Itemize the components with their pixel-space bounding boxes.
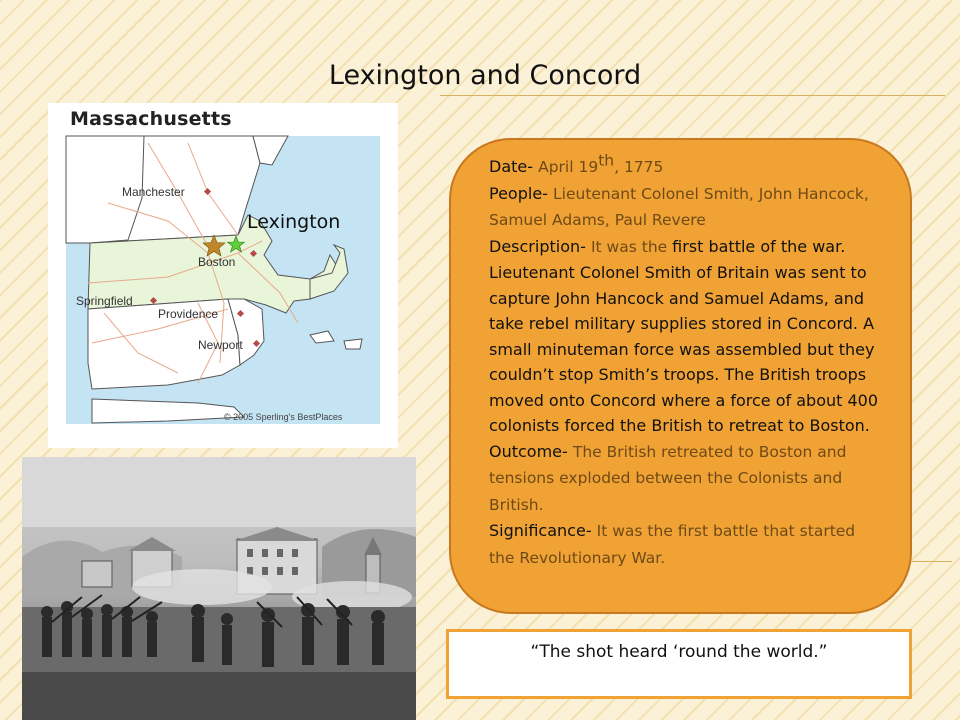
date-label: Date [489, 157, 528, 176]
date-day: April 19 [538, 158, 599, 176]
description-row [489, 234, 884, 439]
map-label-providence: Providence [158, 307, 219, 321]
title-underline [440, 95, 945, 96]
battle-painting [22, 457, 416, 720]
info-panel [449, 138, 912, 614]
date-year: , 1775 [614, 158, 664, 176]
map-label-newport: Newport [198, 338, 243, 352]
outcome-row [489, 439, 884, 519]
description-label: Description [489, 236, 581, 256]
map-title: Massachusetts [70, 108, 232, 130]
map-graphic [48, 103, 398, 448]
description-intro: It was the [590, 237, 673, 256]
significance-separator: - [585, 521, 597, 540]
map-label-springfield: Springfield [76, 294, 133, 308]
map-label-lexington: Lexington [247, 211, 341, 233]
significance-row [489, 518, 884, 571]
description-text: first battle of the war. Lieutenant Colonel Smith of Britain was sent to capture John Hancock and Samuel Adams, and take rebel military supplies stored in Concord. A small minuteman force was assembled but they couldn’t stop Smith’s troops. The British troops moved onto Concord where a force of about 400 colonists forced the British to retreat to Boston. [489, 236, 879, 435]
description-separator: - [580, 236, 591, 256]
battle-engraving [22, 457, 416, 720]
date-separator: - [527, 157, 539, 176]
quote-text: “The shot heard ‘round the world.” [530, 642, 828, 662]
significance-text: It was the first battle that started the Revolutionary War. [489, 522, 856, 567]
date-ordinal: th [598, 151, 615, 170]
people-separator: - [542, 183, 554, 203]
outcome-separator: - [562, 441, 573, 461]
nantucket [344, 339, 362, 349]
massachusetts-map [48, 103, 398, 448]
people-text: Lieutenant Colonel Smith, John Hancock, Samuel Adams, Paul Revere [489, 184, 869, 229]
map-label-manchester: Manchester [122, 185, 185, 199]
quote-box [446, 629, 912, 699]
map-copyright: © 2005 Sperling's BestPlaces [224, 412, 343, 422]
slide-title: Lexington and Concord [328, 60, 642, 91]
outcome-text: The British retreated to Boston and tensions exploded between the Colonists and British. [489, 442, 847, 514]
significance-label: Significance [489, 521, 586, 540]
outcome-label: Outcome [489, 441, 563, 461]
people-label: People [489, 183, 543, 203]
date-row [489, 151, 884, 181]
map-label-boston: Boston [198, 255, 236, 269]
people-row [489, 181, 884, 234]
decorative-rule [912, 561, 952, 562]
